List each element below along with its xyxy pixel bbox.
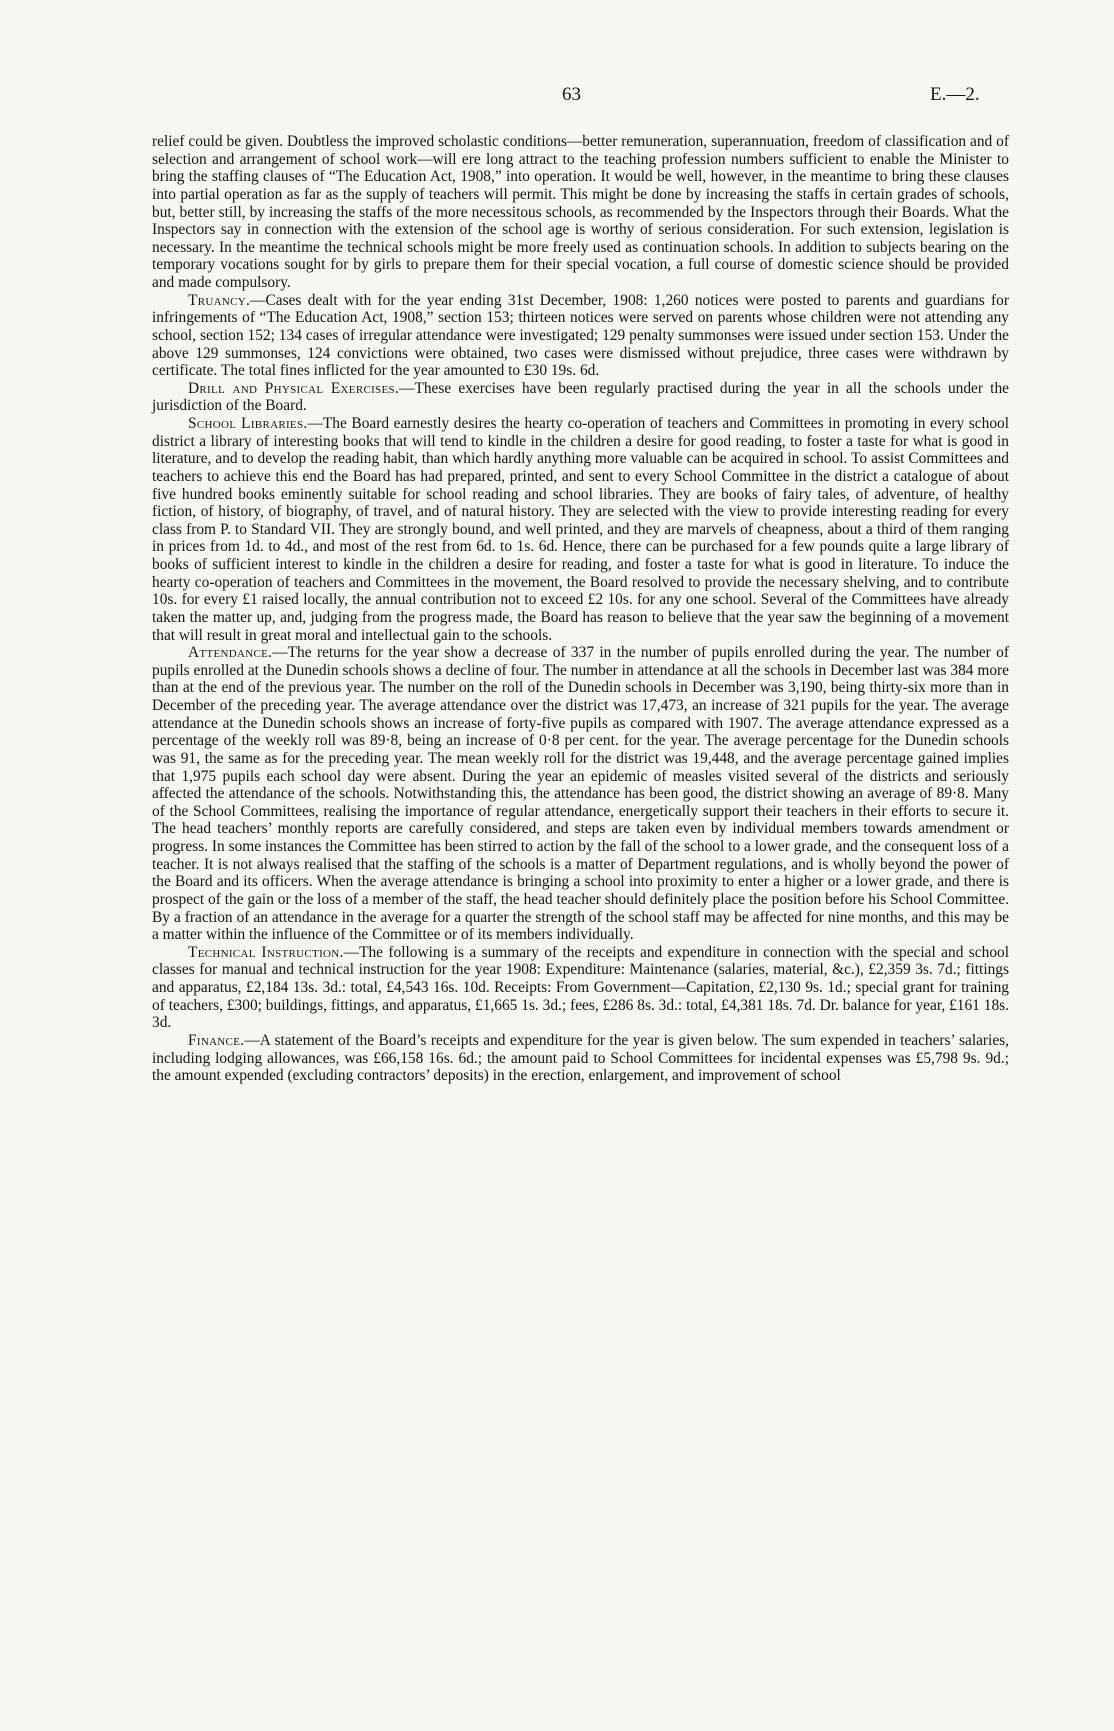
page-header: [0, 84, 1114, 114]
paragraph-finance: [152, 1032, 1009, 1085]
paragraph-text: —The following is a summary of the receipts and expenditure in connection with the special and school classes for manual and technical instruction for the year 1908: Expenditure: Maintenance (salaries, material, &c.), £2,359 3s. 7d.; fittings and apparatus, £2,184 13s. 3d.: total, £4,543 16s. 10d. Receipts: From Government—Capitation, £2,130 9s. 1d.; special grant for training of teachers, £300; buildings, fittings, and apparatus, £1,665 1s. 3d.; fees, £286 8s. 3d.: total, £4,381 18s. 7d. Dr. balance for year, £161 18s. 3d.: [152, 943, 1009, 1032]
section-heading-technical: Technical Instruction.: [188, 943, 344, 961]
document-reference: E.—2.: [930, 84, 980, 105]
paragraph-technical: [152, 944, 1009, 1032]
section-heading-attendance: Attendance.: [188, 644, 273, 662]
paragraph-text: —These exercises have been regularly practised during the year in all the schools under the jurisdiction of the Board.: [152, 379, 1009, 415]
section-heading-drill: Drill and Physical Exercises.: [188, 379, 400, 397]
paragraph-text: —The Board earnestly desires the hearty co-operation of teachers and Committees in promoting in every school district a library of interesting books that will tend to kindle in the children a desire for good reading, to foster a taste for what is good in literature, and to develop the reading habit, than which hardly anything more valuable can be acquired in school. To assist Committees and teachers to achieve this end the Board has had prepared, printed, and sent to every School Committee in the district a catalogue of about five hundred books eminently suitable for school reading and school libraries. They are books of fairy tales, of adventure, of healthy fiction, of history, of biography, of travel, and of natural history. They are selected with the view to provide interesting reading for every class from P. to Standard VII. They are strongly bound, and well printed, and they are marvels of cheapness, about a third of them ranging in prices from 1d. to 4d., and most of the rest from 6d. to 1s. 6d. Hence, there can be purchased for a few pounds quite a large library of books of sufficient interest to kindle in the children a desire for reading, and foster a taste for what is good in literature. To induce the hearty co-operation of teachers and Committees in the movement, the Board resolved to provide the necessary shelving, and to contribute 10s. for every £1 raised locally, the annual contribution not to exceed £2 10s. for any one school. Several of the Committees have already taken the matter up, and, judging from the progress made, the Board has reason to believe that the year saw the beginning of a movement that will result in great moral and intellectual gain to the schools.: [152, 415, 1009, 644]
section-heading-truancy: Truancy.: [188, 291, 251, 309]
section-heading-finance: Finance.: [188, 1031, 245, 1049]
section-heading-libraries: School Libraries.: [188, 415, 308, 432]
paragraph-text: —A statement of the Board’s receipts and expenditure for the year is given below. The sum expended in teachers’ salaries, including lodging allowances, was £66,158 16s. 6d.; the amount paid to School Committees for incidental expenses was £5,798 9s. 9d.; the amount expended (excluding contractors’ deposits) in the erection, enlargement, and improvement of school: [152, 1031, 1009, 1085]
paragraph-text: —The returns for the year show a decrease of 337 in the number of pupils enrolled during the year. The number of pupils enrolled at the Dunedin schools shows a decline of four. The number in attendance at all the schools in December last was 384 more than at the end of the previous year. The number on the roll of the Dunedin schools in December was 3,190, being thirty-six more than in December of the preceding year. The average attendance over the district was 17,473, an increase of 321 pupils for the year. The average attendance at the Dunedin schools shows an increase of forty-five pupils as compared with 1907. The average attendance expressed as a percentage of the weekly roll was 89·8, being an increase of 0·8 per cent. for the year. The average percentage for the Dunedin schools was 91, the same as for the preceding year. The mean weekly roll for the district was 19,448, and the average percentage gained implies that 1,975 pupils each school day were absent. During the year an epidemic of measles visited several of the districts and seriously affected the attendance of the schools. Notwithstanding this, the attendance has been good, the district showing an average of 89·8. Many of the School Committees, realising the importance of regular attendance, energetically support their teachers in their efforts to secure it. The head teachers’ monthly reports are carefully considered, and steps are taken even by individual members towards amendment or progress. In some instances the Committee has been stirred to action by the fall of the school to a lower grade, and the consequent loss of a teacher. It is not always realised that the staffing of the schools is a matter of Department regulations, and is wholly beyond the power of the Board and its officers. When the average attendance is bringing a school into proximity to enter a higher or a lower grade, and there is prospect of the gain or the loss of a member of the staff, the head teacher should definitely place the position before his School Committee. By a fraction of an attendance in the average for a quarter the strength of the school staff may be affected for nine months, and this may be a matter within the influence of the Committee or of its members individually.: [152, 644, 1009, 944]
paragraph-truancy: [152, 292, 1009, 380]
paragraph-attendance: [152, 644, 1009, 944]
paragraph-drill: [152, 380, 1009, 415]
paragraph-text: relief could be given. Doubtless the improved scholastic conditions—better remuneration, superannuation, freedom of classification and of selection and arrangement of school work—will ere long attract to the teaching profession numbers sufficient to enable the Minister to bring the staffing clauses of “The Education Act, 1908,” into operation. It would be well, however, in the meantime to bring these clauses into partial operation as far as the supply of teachers will permit. This might be done by increasing the staffs in certain grades of schools, but, better still, by increasing the staffs of the more necessitous schools, as recommended by the Inspectors through their Boards. What the Inspectors say in connection with the extension of the school age is worthy of serious consideration. For such extension, legislation is necessary. In the meantime the technical schools might be more freely used as continuation schools. In addition to subjects bearing on the temporary vocations sought for by girls to prepare them for their special vocation, a full course of domestic science should be provided and made compulsory.: [152, 133, 1009, 291]
page-number: 63: [562, 84, 581, 105]
paragraph-libraries: [152, 415, 1009, 644]
paragraph-continuation: [152, 133, 1009, 292]
paragraph-text: —Cases dealt with for the year ending 31st December, 1908: 1,260 notices were posted to parents and guardians for infringements of “The Education Act, 1908,” section 153; thirteen notices were served on parents whose children were not attending any school, section 152; 134 cases of irregular attendance were investigated; 129 penalty summonses were issued under section 153. Under the above 129 summonses, 124 convictions were obtained, two cases were dismissed without prejudice, three cases were withdrawn by certificate. The total fines inflicted for the year amounted to £30 19s. 6d.: [152, 291, 1009, 380]
report-body: [152, 133, 1009, 1085]
